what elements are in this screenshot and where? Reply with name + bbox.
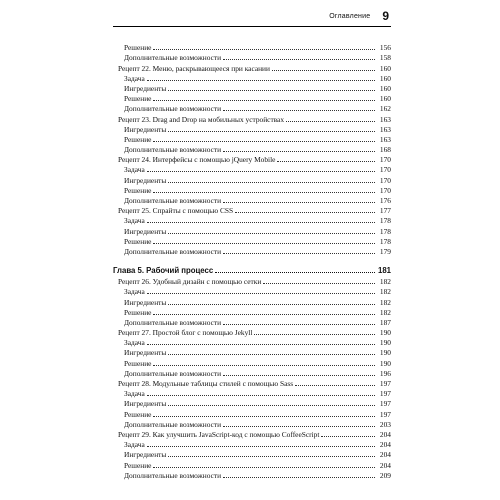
- toc-entry-label: Дополнительные возможности: [124, 53, 222, 63]
- toc-entry-page: 163: [379, 124, 391, 134]
- toc-subentry: [113, 174, 391, 184]
- toc-chapter-entry: [113, 260, 391, 275]
- toc-entry-label: Решение: [124, 185, 152, 195]
- dot-leader: [147, 171, 375, 172]
- toc-subentry: [113, 144, 391, 154]
- toc-entry-page: 182: [379, 307, 391, 317]
- toc-entry-label: Задача: [124, 216, 145, 226]
- dot-leader: [223, 477, 375, 478]
- page-number: 9: [382, 9, 389, 23]
- toc-subentry: [113, 236, 391, 246]
- dot-leader: [272, 70, 375, 71]
- toc-recipe-entry: [113, 205, 391, 215]
- toc-entry-page: 158: [379, 53, 391, 63]
- toc-recipe-entry: [113, 378, 391, 388]
- dot-leader: [168, 354, 375, 355]
- toc-entry-page: 209: [379, 470, 391, 480]
- dot-leader: [223, 375, 375, 376]
- dot-leader: [295, 385, 375, 386]
- toc-entry-label: Решение: [124, 236, 152, 246]
- dot-leader: [168, 456, 375, 457]
- toc-subentry: [113, 459, 391, 469]
- toc-subentry: [113, 246, 391, 256]
- toc-entry-label: Рецепт 27. Простой блог с помощью Jekyll: [118, 328, 253, 338]
- toc-entry-label: Решение: [124, 409, 152, 419]
- toc-subentry: [113, 368, 391, 378]
- toc-subentry: [113, 93, 391, 103]
- dot-leader: [147, 344, 375, 345]
- toc-entry-label: Решение: [124, 94, 152, 104]
- dot-leader: [235, 212, 375, 213]
- dot-leader: [223, 110, 375, 111]
- dot-leader: [153, 314, 375, 315]
- toc-entry-page: 197: [379, 379, 391, 388]
- toc-entry-page: 204: [379, 429, 391, 439]
- toc-entry-page: 182: [379, 287, 391, 297]
- toc-entry-page: 178: [379, 226, 391, 236]
- toc-entry-page: 204: [379, 450, 391, 460]
- toc-entry-page: 170: [379, 175, 391, 185]
- toc-subentry: [113, 449, 391, 459]
- toc-entry-page: 160: [379, 73, 391, 83]
- toc-entry-label: Дополнительные возможности: [124, 317, 222, 327]
- dot-leader: [223, 426, 375, 427]
- toc-subentry: [113, 83, 391, 93]
- toc-subentry: [113, 408, 391, 418]
- dot-leader: [147, 222, 375, 223]
- toc-entry-label: Дополнительные возможности: [124, 246, 222, 256]
- toc-subentry: [113, 195, 391, 205]
- dot-leader: [223, 253, 375, 254]
- toc-entry-page: 168: [379, 145, 391, 155]
- dot-leader: [147, 395, 375, 396]
- dot-leader: [147, 80, 375, 81]
- toc-subentry: [113, 317, 391, 327]
- dot-leader: [168, 131, 375, 132]
- toc-entry-label: Рецепт 25. Спрайты с помощью CSS: [118, 206, 234, 216]
- toc-entry-label: Решение: [124, 43, 152, 53]
- dot-leader: [168, 90, 375, 91]
- dot-leader: [147, 293, 375, 294]
- dot-leader: [153, 467, 375, 468]
- toc-entry-page: 178: [379, 236, 391, 246]
- toc-subentry: [113, 286, 391, 296]
- dot-leader: [153, 416, 375, 417]
- toc-entry-page: 197: [379, 399, 391, 409]
- toc-recipe-entry: [113, 429, 391, 439]
- toc-entry-page: 156: [379, 43, 391, 53]
- toc-entry-page: 163: [379, 134, 391, 144]
- toc-entry-page: 190: [379, 338, 391, 348]
- toc-subentry: [113, 337, 391, 347]
- toc-entry-label: Решение: [124, 134, 152, 144]
- toc-entry-page: 162: [379, 104, 391, 114]
- dot-leader: [254, 334, 375, 335]
- toc-entry-label: Решение: [124, 358, 152, 368]
- toc-entry-label: Ингредиенты: [124, 124, 167, 134]
- toc-entry-label: Решение: [124, 460, 152, 470]
- running-header-title: Оглавление: [329, 12, 371, 20]
- dot-leader: [277, 161, 375, 162]
- toc-entry-label: Дополнительные возможности: [124, 419, 222, 429]
- toc-entry-page: 203: [379, 419, 391, 429]
- toc-subentry: [113, 439, 391, 449]
- running-header: [113, 6, 391, 27]
- toc-entry-label: Решение: [124, 307, 152, 317]
- dot-leader: [153, 141, 375, 142]
- toc-subentry: [113, 42, 391, 52]
- toc-subentry: [113, 134, 391, 144]
- toc-entry-page: 160: [379, 94, 391, 104]
- toc-entry-page: 197: [379, 409, 391, 419]
- toc-entry-page: 190: [379, 328, 391, 338]
- toc-entry-page: 177: [379, 206, 391, 216]
- toc-subentry: [113, 347, 391, 357]
- toc-entry-page: 176: [379, 196, 391, 205]
- toc-subentry: [113, 52, 391, 62]
- toc-entry-page: 196: [379, 368, 391, 378]
- toc-entry-label: Рецепт 28. Модульные таблицы стилей с помощью Sass: [118, 379, 294, 388]
- toc-entry-label: Ингредиенты: [124, 450, 167, 460]
- toc-entry-page: 170: [379, 155, 391, 165]
- dot-leader: [223, 59, 375, 60]
- dot-leader: [168, 182, 375, 183]
- toc-entry-label: Задача: [124, 338, 145, 348]
- dot-leader: [223, 151, 375, 152]
- toc-entry-page: 182: [379, 297, 391, 307]
- toc-recipe-entry: [113, 327, 391, 337]
- toc-entry-label: Дополнительные возможности: [124, 145, 222, 155]
- toc-entry-page: 190: [379, 348, 391, 358]
- toc-recipe-entry: [113, 113, 391, 123]
- toc-entry-label: Ингредиенты: [124, 226, 167, 236]
- toc-entry-label: Задача: [124, 73, 145, 83]
- toc-subentry: [113, 164, 391, 174]
- dot-leader: [153, 243, 375, 244]
- toc-entry-label: Дополнительные возможности: [124, 368, 222, 378]
- toc-entry-page: 181: [377, 265, 391, 275]
- toc-subentry: [113, 215, 391, 225]
- toc-entry-label: Ингредиенты: [124, 83, 167, 93]
- dot-leader: [263, 283, 375, 284]
- toc-entry-page: 170: [379, 185, 391, 195]
- toc-entry-label: Задача: [124, 287, 145, 297]
- table-of-contents: [113, 42, 391, 480]
- toc-subentry: [113, 388, 391, 398]
- toc-entry-label: Рецепт 24. Интерфейсы с помощью jQuery Mobile: [118, 155, 276, 165]
- toc-subentry: [113, 357, 391, 367]
- toc-subentry: [113, 398, 391, 408]
- dot-leader: [153, 100, 375, 101]
- toc-entry-page: 187: [379, 317, 391, 327]
- dot-leader: [168, 233, 375, 234]
- toc-entry-label: Рецепт 23. Drag and Drop на мобильных устройствах: [118, 114, 285, 124]
- toc-entry-label: Ингредиенты: [124, 297, 167, 307]
- dot-leader: [147, 446, 375, 447]
- toc-entry-page: 160: [379, 83, 391, 93]
- toc-entry-label: Ингредиенты: [124, 399, 167, 409]
- toc-subentry: [113, 73, 391, 83]
- toc-entry-label: Рецепт 29. Как улучшить JavaScript-код с помощью CoffeeScript: [118, 429, 320, 439]
- toc-entry-page: 190: [379, 358, 391, 368]
- toc-entry-label: Дополнительные возможности: [124, 470, 222, 480]
- toc-entry-page: 160: [379, 63, 391, 73]
- dot-leader: [168, 304, 375, 305]
- toc-entry-label: Дополнительные возможности: [124, 196, 222, 205]
- toc-recipe-entry: [113, 62, 391, 72]
- toc-subentry: [113, 124, 391, 134]
- dot-leader: [321, 436, 375, 437]
- toc-entry-label: Ингредиенты: [124, 175, 167, 185]
- toc-subentry: [113, 185, 391, 195]
- dot-leader: [153, 192, 375, 193]
- toc-entry-label: Рецепт 22. Меню, раскрывающееся при касании: [118, 63, 270, 73]
- toc-subentry: [113, 470, 391, 480]
- toc-entry-page: 204: [379, 440, 391, 450]
- toc-entry-label: Рецепт 26. Удобный дизайн с помощью сетки: [118, 277, 262, 287]
- toc-recipe-entry: [113, 276, 391, 286]
- dot-leader: [168, 405, 375, 406]
- toc-entry-page: 204: [379, 460, 391, 470]
- toc-entry-label: Ингредиенты: [124, 348, 167, 358]
- toc-entry-label: Задача: [124, 165, 145, 175]
- dot-leader: [223, 324, 375, 325]
- toc-subentry: [113, 419, 391, 429]
- toc-entry-page: 163: [379, 114, 391, 124]
- dot-leader: [215, 272, 375, 273]
- dot-leader: [286, 121, 375, 122]
- toc-subentry: [113, 296, 391, 306]
- toc-subentry: [113, 225, 391, 235]
- toc-entry-label: Задача: [124, 389, 145, 399]
- toc-entry-page: 197: [379, 389, 391, 399]
- toc-entry-page: 178: [379, 216, 391, 226]
- toc-recipe-entry: [113, 154, 391, 164]
- dot-leader: [223, 202, 375, 203]
- toc-entry-page: 179: [379, 246, 391, 256]
- toc-subentry: [113, 103, 391, 113]
- toc-subentry: [113, 307, 391, 317]
- toc-entry-label: Глава 5. Рабочий процесс: [113, 265, 214, 275]
- dot-leader: [153, 365, 375, 366]
- toc-entry-label: Задача: [124, 440, 145, 450]
- toc-entry-page: 170: [379, 165, 391, 175]
- toc-entry-page: 182: [379, 277, 391, 287]
- toc-entry-label: Дополнительные возможности: [124, 104, 222, 114]
- dot-leader: [153, 49, 375, 50]
